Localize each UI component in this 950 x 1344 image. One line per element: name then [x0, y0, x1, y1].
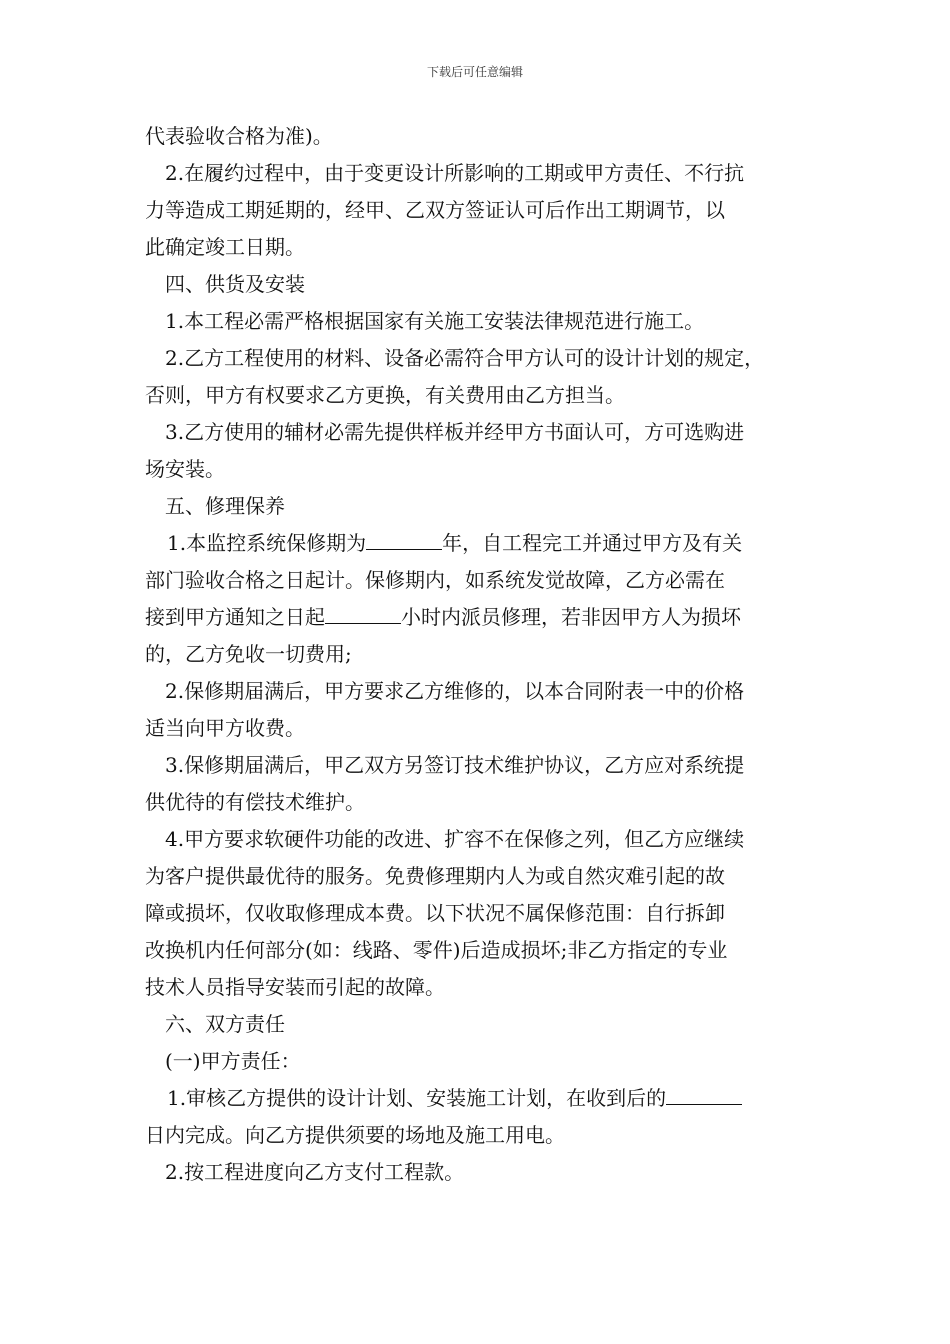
text-line: [145, 599, 810, 636]
text-line: [145, 525, 810, 562]
contract-body: [145, 118, 810, 1191]
page-header-note: 下载后可任意编辑: [426, 65, 523, 79]
text-line: 1.本工程必需严格根据国家有关施工安装法律规范进行施工。: [165, 309, 705, 333]
text-segment: 1.审核乙方提供的设计计划、安装施工计划，在收到后的: [167, 1086, 667, 1110]
text-line: 2.保修期届满后，甲方要求乙方维修的，以本合同附表一中的价格: [165, 679, 745, 703]
text-line: 部门验收合格之日起计。保修期内，如系统发觉故障，乙方必需在: [145, 568, 725, 592]
text-line: 此确定竣工日期。: [145, 235, 305, 259]
section-heading: 四、供货及安装: [165, 272, 305, 296]
section-heading: 五、修理保养: [165, 494, 285, 518]
text-line: 否则，甲方有权要求乙方更换，有关费用由乙方担当。: [145, 383, 625, 407]
fill-in-blank[interactable]: [325, 601, 401, 624]
text-line: 3.保修期届满后，甲乙双方另签订技术维护协议，乙方应对系统提: [165, 753, 745, 777]
text-line: 障或损坏，仅收取修理成本费。以下状况不属保修范围：自行拆卸: [145, 901, 725, 925]
text-line: 技术人员指导安装而引起的故障。: [145, 975, 445, 999]
text-line: 改换机内任何部分(如：线路、零件)后造成损坏;非乙方指定的专业: [145, 938, 728, 962]
text-line: 代表验收合格为准)。: [145, 124, 333, 148]
text-segment: 年，自工程完工并通过甲方及有关: [442, 531, 743, 555]
section-heading: 六、双方责任: [165, 1012, 285, 1036]
text-line: 4.甲方要求软硬件功能的改进、扩容不在保修之列，但乙方应继续: [165, 827, 745, 851]
text-segment: 接到甲方通知之日起: [145, 605, 325, 629]
text-line: 2.乙方工程使用的材料、设备必需符合甲方认可的设计计划的规定，: [165, 346, 765, 370]
text-line: 2.按工程进度向乙方支付工程款。: [165, 1160, 465, 1184]
text-line: 场安装。: [145, 457, 225, 481]
fill-in-blank[interactable]: [366, 527, 442, 550]
text-segment: 小时内派员修理，若非因甲方人为损坏: [401, 605, 741, 629]
text-line: 的，乙方免收一切费用;: [145, 642, 352, 666]
text-line: 供优待的有偿技术维护。: [145, 790, 365, 814]
text-line: 日内完成。向乙方提供须要的场地及施工用电。: [145, 1123, 565, 1147]
subsection-heading: (一)甲方责任：: [165, 1049, 301, 1073]
text-line: 力等造成工期延期的，经甲、乙双方签证认可后作出工期调节，以: [145, 198, 725, 222]
fill-in-blank[interactable]: [666, 1082, 742, 1105]
text-line: 3.乙方使用的辅材必需先提供样板并经甲方书面认可，方可选购进: [165, 420, 745, 444]
text-line: [145, 1080, 810, 1117]
text-line: 2.在履约过程中，由于变更设计所影响的工期或甲方责任、不行抗: [165, 161, 745, 185]
text-line: 为客户提供最优待的服务。免费修理期内人为或自然灾难引起的故: [145, 864, 725, 888]
text-line: 适当向甲方收费。: [145, 716, 305, 740]
text-segment: 1.本监控系统保修期为: [167, 531, 367, 555]
